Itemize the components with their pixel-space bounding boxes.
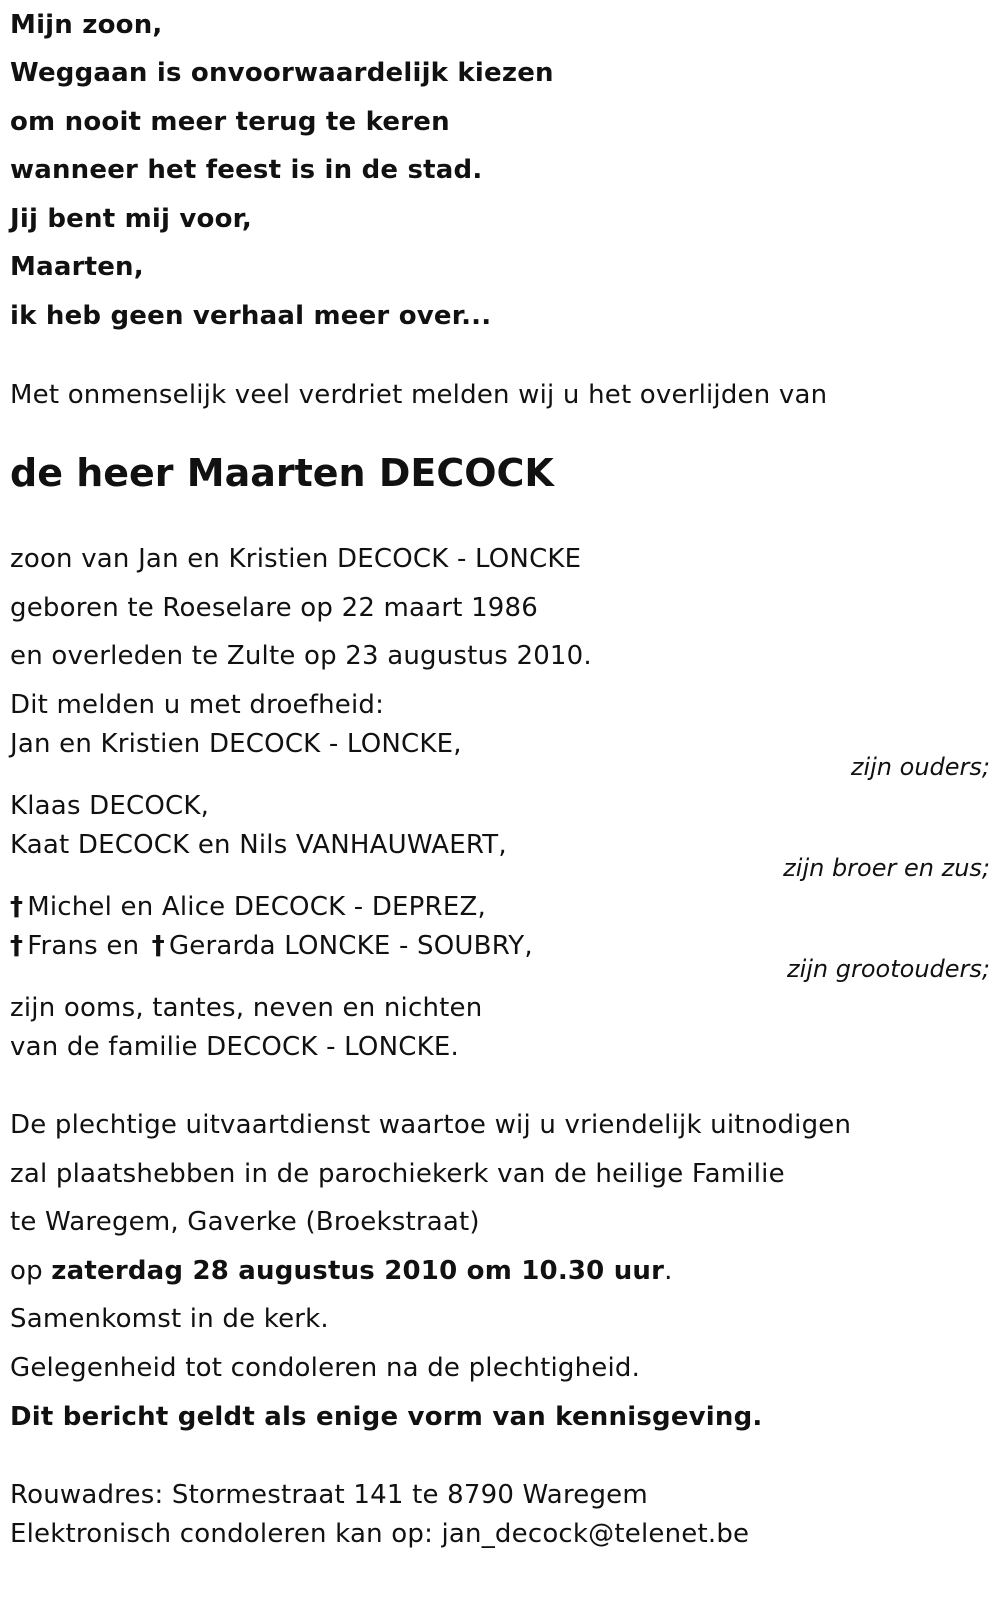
- grandparents-names-1: Michel en Alice DECOCK - DEPREZ,: [27, 892, 486, 922]
- siblings-line-1: Klaas DECOCK,: [10, 791, 210, 821]
- intro-text: Met onmenselijk veel verdriet melden wij u het overlijden van: [10, 380, 828, 410]
- announcers-heading: Dit melden u met droefheid:: [10, 690, 385, 720]
- extended-family-line-1: zijn ooms, tantes, neven en nichten: [10, 993, 483, 1023]
- service-date-suffix: .: [664, 1256, 673, 1286]
- poem-line-2: Weggaan is onvoorwaardelijk kiezen: [10, 58, 554, 88]
- grandparents-names-2a: Frans en: [27, 931, 140, 961]
- service-line-1: De plechtige uitvaartdienst waartoe wij u vriendelijk uitnodigen: [10, 1110, 852, 1140]
- service-line-6: Gelegenheid tot condoleren na de plechtigheid.: [10, 1353, 641, 1383]
- grandparents-role: zijn grootouders;: [786, 955, 990, 983]
- poem-line-5: Jij bent mij voor,: [10, 204, 252, 234]
- parents-role: zijn ouders;: [850, 753, 990, 781]
- condolence-email: Elektronisch condoleren kan op: jan_decock@telenet.be: [10, 1519, 750, 1549]
- notice-line: Dit bericht geldt als enige vorm van kennisgeving.: [10, 1402, 763, 1432]
- cross-icon: †: [10, 892, 24, 922]
- bio-line-2: geboren te Roeselare op 22 maart 1986: [10, 593, 539, 623]
- service-date-prefix: op: [10, 1256, 43, 1286]
- parents-line: Jan en Kristien DECOCK - LONCKE,: [10, 729, 462, 759]
- poem-line-1: Mijn zoon,: [10, 10, 163, 40]
- poem-line-3: om nooit meer terug te keren: [10, 107, 450, 137]
- service-line-2: zal plaatshebben in de parochiekerk van de heilige Familie: [10, 1159, 785, 1189]
- siblings-line-2: Kaat DECOCK en Nils VANHAUWAERT,: [10, 830, 507, 860]
- cross-icon: †: [10, 931, 24, 961]
- cross-icon: †: [151, 931, 165, 961]
- grandparents-line-2: [10, 929, 533, 963]
- service-line-3: te Waregem, Gaverke (Broekstraat): [10, 1207, 480, 1237]
- poem-line-4: wanneer het feest is in de stad.: [10, 155, 483, 185]
- grandparents-line-1: [10, 890, 486, 924]
- service-line-5: Samenkomst in de kerk.: [10, 1304, 329, 1334]
- service-date: zaterdag 28 augustus 2010 om 10.30 uur: [51, 1256, 665, 1286]
- mourning-address: Rouwadres: Stormestraat 141 te 8790 Waregem: [10, 1480, 648, 1510]
- deceased-name: de heer Maarten DECOCK: [10, 451, 554, 495]
- siblings-role: zijn broer en zus;: [783, 854, 990, 882]
- bio-line-1: zoon van Jan en Kristien DECOCK - LONCKE: [10, 544, 582, 574]
- extended-family-line-2: van de familie DECOCK - LONCKE.: [10, 1032, 459, 1062]
- poem-line-6: Maarten,: [10, 252, 144, 282]
- poem-line-7: ik heb geen verhaal meer over...: [10, 301, 492, 331]
- grandparents-names-2b: Gerarda LONCKE - SOUBRY,: [168, 931, 533, 961]
- service-date-line: [10, 1254, 673, 1288]
- bio-line-3: en overleden te Zulte op 23 augustus 2010.: [10, 641, 592, 671]
